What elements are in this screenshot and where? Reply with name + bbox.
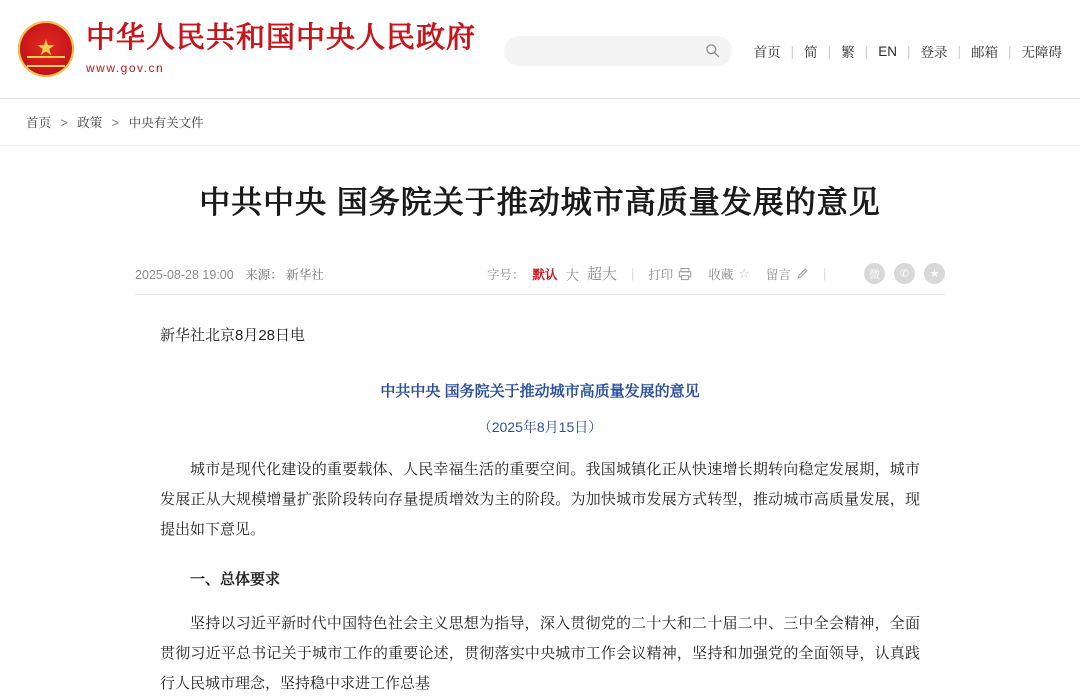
wechat-icon[interactable]: ✆ [894, 263, 915, 284]
favorite-action[interactable] [708, 265, 750, 283]
inner-date: （2025年8月15日） [477, 418, 603, 435]
page-title: 中共中央 国务院关于推动城市高质量发展的意见 [199, 185, 881, 220]
nav-item-login[interactable]: 登录 [920, 45, 948, 60]
article [135, 146, 945, 699]
breadcrumb [26, 113, 204, 131]
weibo-icon[interactable]: 微 [864, 263, 885, 284]
nav-separator: | [827, 43, 832, 59]
site-header [0, 0, 1080, 99]
paragraph: 城市是现代化建设的重要载体、人民幸福生活的重要空间。我国城镇化正从快速增长期转向稳定发展期，城市发展正从大规模增量扩张阶段转向存量提质增效为主的阶段。为加快城市发展方式转型，推动城市高质量发展，现提出如下意见。 [160, 460, 920, 538]
breadcrumb-item-policy[interactable]: 政策 [77, 116, 103, 130]
dateline: 新华社北京8月28日电 [160, 326, 306, 344]
nav-item-traditional[interactable]: 繁 [841, 45, 855, 60]
nav-item-home[interactable]: 首页 [753, 45, 781, 60]
nav-item-mail[interactable]: 邮箱 [970, 45, 998, 60]
fontsize-label: 字号： [487, 267, 525, 282]
breadcrumb-separator: > [111, 116, 120, 130]
article-meta [135, 254, 945, 295]
meta-left [135, 265, 324, 283]
paragraph: 坚持以习近平新时代中国特色社会主义思想为指导，深入贯彻党的二十大和二十届二中、三中全会精神，全面贯彻习近平总书记关于城市工作的重要论述，贯彻落实中央城市工作会议精神，坚持和加强党的全面领导，认真践行人民城市理念，坚持稳中求进工作总基 [160, 614, 920, 692]
national-emblem-icon [18, 21, 74, 77]
header-right [504, 36, 1062, 66]
nav-item-english[interactable]: EN [878, 43, 897, 59]
nav-separator: | [1007, 43, 1012, 59]
nav-separator: | [864, 43, 869, 59]
print-action[interactable] [648, 265, 692, 283]
nav-separator: | [906, 43, 911, 59]
article-body [160, 295, 920, 699]
section-heading: 一、总体要求 [190, 570, 281, 588]
comment-label: 留言 [765, 267, 791, 282]
breadcrumb-item-central-documents[interactable]: 中央有关文件 [128, 116, 204, 130]
fontsize-option-default[interactable]: 默认 [532, 267, 558, 282]
search-input[interactable] [504, 36, 732, 66]
nav-separator: | [957, 43, 961, 59]
pencil-icon[interactable] [796, 267, 809, 280]
print-label: 打印 [648, 267, 674, 282]
nav-item-accessibility[interactable]: 无障碍 [1021, 45, 1062, 60]
site-brand[interactable] [18, 21, 476, 77]
meta-divider: | [631, 266, 635, 281]
fontsize-option-large[interactable]: 大 [565, 267, 580, 283]
site-title: 中华人民共和国中央人民政府 [86, 22, 477, 55]
printer-icon[interactable] [678, 267, 692, 281]
star-outline-icon[interactable]: ☆ [738, 265, 750, 281]
comment-action[interactable] [766, 265, 809, 283]
nav-item-simplified[interactable]: 简 [804, 45, 818, 60]
inner-title: 中共中央 国务院关于推动城市高质量发展的意见 [380, 382, 700, 400]
favorite-label: 收藏 [708, 267, 734, 282]
source-value: 新华社 [286, 267, 324, 282]
favorite-star-icon[interactable]: ★ [924, 263, 945, 284]
header-nav [754, 41, 1062, 61]
fontsize-option-xlarge[interactable]: 超大 [587, 266, 618, 284]
site-brand-text [86, 23, 476, 75]
publish-time: 2025-08-28 19:00 [135, 267, 234, 282]
search-icon[interactable] [705, 43, 720, 58]
meta-divider: | [823, 266, 827, 281]
site-domain: www.gov.cn [86, 60, 165, 75]
meta-center [487, 263, 840, 284]
breadcrumb-bar [0, 99, 1080, 146]
breadcrumb-item-home[interactable]: 首页 [26, 116, 52, 130]
breadcrumb-separator: > [60, 116, 68, 130]
share-icons [864, 263, 945, 284]
source-label: 来源： [245, 267, 283, 282]
nav-separator: | [790, 43, 795, 59]
search-box[interactable] [504, 36, 732, 66]
